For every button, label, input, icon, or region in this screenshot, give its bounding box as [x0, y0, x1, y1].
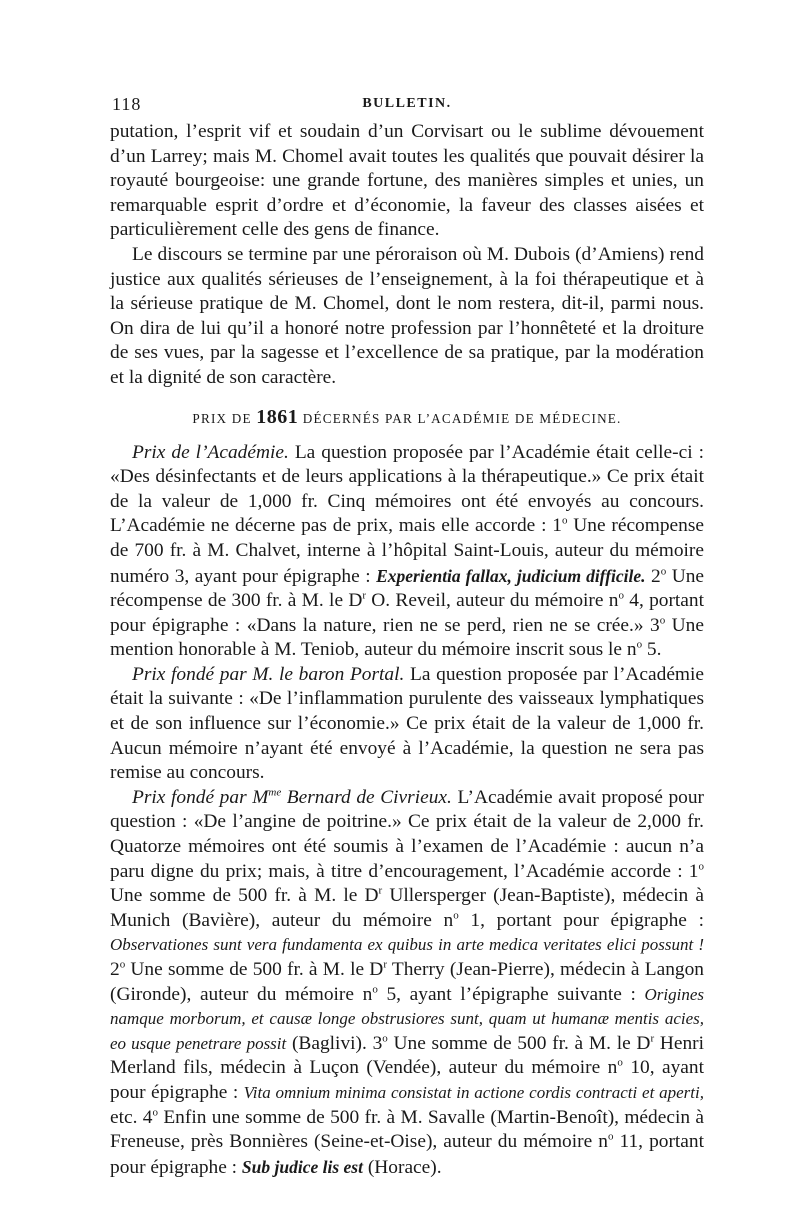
body-text — [110, 120, 704, 1180]
text-run: Une récompense de 700 fr. à M. Chalvet, interne à l’hôpital Saint-Louis, auteur du mémoire numéro 3, ayant pour épigraphe : — [110, 515, 704, 587]
text-run: Enfin une somme de 500 fr. à M. Savalle (Martin-Benoît), médecin à Freneuse, près Bonnières (Seine-et-Oise), auteur du mémoire n — [110, 1106, 704, 1153]
text-run: O. Reveil, auteur du mémoire n — [366, 590, 619, 612]
ordinal-mark: o — [660, 565, 667, 578]
title-abbrev-mark: me — [268, 786, 282, 799]
text-run: etc. 4 — [110, 1106, 153, 1128]
numero-mark: o — [636, 638, 643, 651]
text-run: 11, portant pour épigraphe : — [110, 1131, 704, 1178]
epigraph: Vita omnium minima consistat in actione cordis contracti et aperti, — [243, 1082, 704, 1102]
text-run: Une somme de 500 fr. à M. le D — [110, 885, 379, 907]
text-run: (Baglivi). 3 — [286, 1032, 383, 1054]
paragraph-peroration: Le discours se termine par une péroraison où M. Dubois (d’Amiens) rend justice aux qualités sérieuses de l’enseignement, à la foi thérapeutique et à la sérieuse pratique de M. Chomel, dont le nom restera, dit-il, parmi nous. On dira de lui qu’il a honoré notre profession par l’honnêteté et la droiture de ses vues, par la sagesse et l’excellence de sa pratique, par la modération et la dignité de son caractère. — [110, 243, 704, 388]
epigraph: Sub judice lis est — [241, 1156, 363, 1177]
text-run: L’Académie avait proposé pour question : «De l’angine de poitrine.» Ce prix était de la valeur de 2,000 fr. Quatorze mémoires ont été soumis à l’examen de l’Académie : aucun n’a paru digne du prix; mais, à titre d’encouragement, l’Académie accorde : 1 — [110, 786, 704, 882]
text-run: La question proposée par l’Académie était celle-ci : «Des désinfectants et de leurs applications à la thérapeutique.» Ce prix était de la valeur de 1,000 fr. Cinq mémoires ont été envoyés au concours. L’Académie ne décerne pas de prix, mais elle accorde : 1 — [110, 441, 704, 537]
paragraph-prix-academie — [110, 441, 704, 663]
text-run: Bernard de Civrieux. — [281, 786, 452, 808]
ordinal-mark: o — [382, 1032, 388, 1045]
text-run: (Horace). — [362, 1156, 442, 1178]
epigraph: Origines namque morborum, et causæ longe obstrusiores sunt, quam ut humanæ mentis acies, eo usque penetrare possit — [110, 984, 704, 1053]
ordinal-mark: o — [119, 958, 126, 971]
page — [110, 94, 704, 1180]
numero-mark: o — [372, 983, 378, 996]
ordinal-mark: o — [698, 860, 704, 873]
text-run: 5, ayant l’épigraphe suivante : — [377, 983, 645, 1005]
prize-title-portal: Prix fondé par M. le baron Portal. — [132, 663, 405, 685]
text-run: 4, portant pour épigraphe : «Dans la nature, rien ne se perd, rien ne se crée.» 3 — [110, 590, 704, 636]
text-run: 5. — [642, 639, 662, 661]
text-run: Une somme de 500 fr. à M. le D — [387, 1032, 651, 1054]
title-abbrev-mark: r — [378, 884, 383, 897]
ordinal-mark: o — [659, 614, 666, 627]
title-abbrev-mark: r — [383, 958, 387, 971]
page-number: 118 — [112, 94, 142, 114]
text-run: Henri Merland fils, médecin à Luçon (Vendée), auteur du mémoire n — [110, 1032, 704, 1079]
text-run: Une somme de 500 fr. à M. le D — [125, 959, 384, 980]
section-heading-prefix: PRIX DE — [192, 410, 252, 426]
text-run: Une mention honorable à M. Teniob, auteur du mémoire inscrit sous le n — [110, 614, 704, 661]
text-run: La question proposée par l’Académie était la suivante : «De l’inflammation purulente des vaisseaux lymphatiques et de son influence sur l’économie.» Ce prix était de la valeur de 1,000 fr. Aucun mémoire n’ayant été envoyé à l’Académie, la question ne sera pas remise au concours. — [110, 663, 705, 784]
text-run: Therry (Jean-Pierre), médecin à Langon (Gironde), auteur du mémoire n — [110, 959, 704, 1005]
running-head — [110, 94, 704, 120]
text-run: 1, portant pour épigraphe : — [458, 909, 704, 931]
section-heading-year: 1861 — [256, 405, 299, 428]
epigraph: Observationes sunt vera fundamenta ex quibus in arte medica veritates elici possunt ! — [110, 935, 704, 955]
paragraph-prix-civrieux — [110, 786, 704, 1181]
paragraph-continuation: putation, l’esprit vif et soudain d’un Corvisart ou le sublime dévouement d’un Larrey; mais M. Chomel avait toutes les qualités que pouvait désirer la royauté bourgeoise: une grande fortune, des manières simples et unies, un remarquable esprit d’ordre et d’économie, la faveur des classes aisées et particulièrement celle des gens de finance. — [110, 121, 704, 241]
title-abbrev-mark: r — [650, 1032, 655, 1045]
text-run: 2 — [110, 959, 120, 980]
prize-title-civrieux — [132, 787, 452, 808]
text-run: Prix fondé par M — [132, 786, 269, 808]
numero-mark: o — [453, 909, 459, 922]
text-run: 10, ayant pour épigraphe : — [110, 1057, 704, 1103]
text-run: Une récompense de 300 fr. à M. le D — [110, 565, 704, 612]
prize-title-academie: Prix de l’Académie. — [132, 441, 289, 463]
text-run: 2 — [645, 565, 661, 587]
ordinal-mark: o — [152, 1106, 158, 1119]
text-run: Ullersperger (Jean-Baptiste), médecin à Munich (Bavière), auteur du mémoire n — [110, 885, 704, 931]
title-abbrev-mark: r — [362, 589, 367, 602]
numero-mark: o — [618, 589, 624, 602]
epigraph: Experientia fallax, judicium difficile. — [376, 565, 646, 586]
ordinal-mark: o — [561, 514, 568, 527]
running-title: BULLETIN. — [362, 96, 452, 111]
section-heading — [110, 405, 704, 431]
numero-mark: o — [607, 1130, 614, 1143]
section-heading-suffix: DÉCERNÉS PAR L’ACADÉMIE DE MÉDECINE. — [302, 410, 622, 426]
numero-mark: o — [617, 1056, 623, 1069]
paragraph-prix-portal — [110, 663, 704, 786]
